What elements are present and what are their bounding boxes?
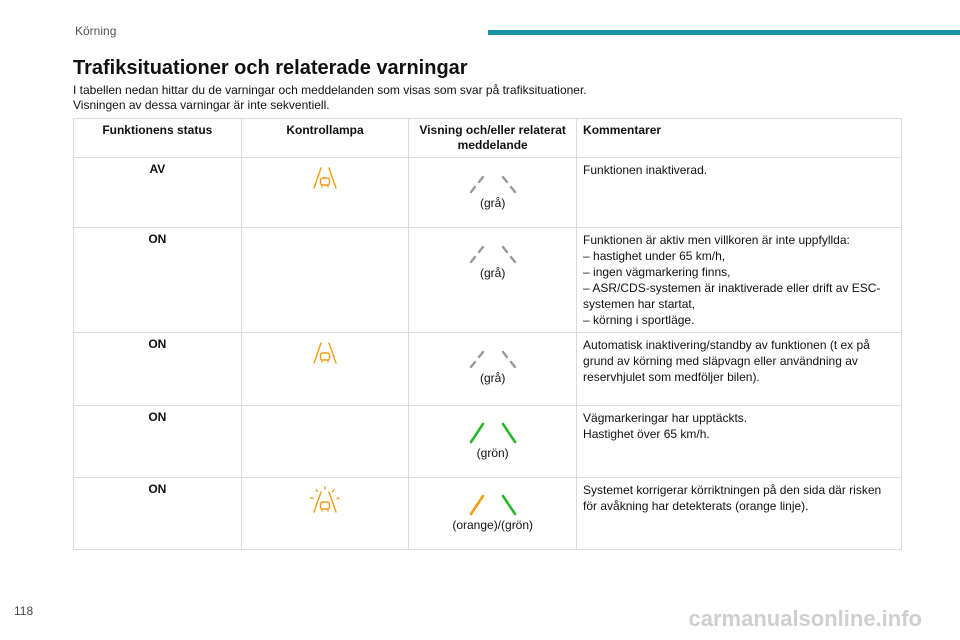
lane-lines-orange-green-icon [461,490,525,516]
display-caption: (grön) [476,446,509,460]
comment-line: reservhjulet som medföljer bilen). [583,370,760,384]
intro-line: Visningen av dessa varningar är inte sekventiell. [73,98,330,112]
status-cell: ON [74,333,242,406]
header-display: Visning och/eller relaterat meddelande [409,119,577,158]
header-comments: Kommentarer [577,119,902,158]
lamp-cell [241,478,409,550]
comment-line: – ingen vägmarkering finns, [583,265,731,279]
display-caption: (grå) [480,266,506,280]
comment-line: – körning i sportläge. [583,313,695,327]
comment-line: grund av körning med släpvagn eller användning av [583,354,858,368]
lamp-cell [241,158,409,228]
warnings-table [73,118,902,550]
status-cell: AV [74,158,242,228]
page-title: Trafiksituationer och relaterade varningar [73,57,468,79]
comment-line: Systemet korrigerar körriktningen på den sida där risken [583,483,882,497]
comment-cell [577,333,902,406]
lane-warning-icon [312,341,338,365]
lane-warning-icon [312,166,338,190]
display-cell [409,158,577,228]
section-accent-bar [488,30,960,35]
comment-line: systemen har startat, [583,297,696,311]
lane-lines-grey-icon [461,170,525,194]
display-caption: (orange)/(grön) [452,518,534,532]
table-row [74,158,902,228]
comment-line: för avåkning har detekterats (orange linje). [583,499,809,513]
display-cell [409,333,577,406]
comment-line: Hastighet över 65 km/h. [583,427,710,441]
section-label: Körning [75,24,117,38]
page-number: 118 [14,604,34,618]
comment-line: Automatisk inaktivering/standby av funktionen (t ex på [583,338,870,352]
status-cell: ON [74,228,242,333]
comment-line: Funktionen är aktiv men villkoren är inte uppfyllda: [583,233,850,247]
status-cell: ON [74,406,242,478]
table-row [74,228,902,333]
header-lamp: Kontrollampa [241,119,409,158]
comment-line: – ASR/CDS-systemen är inaktiverade eller drift av ESC- [583,281,881,295]
table-row [74,478,902,550]
comment-line: – hastighet under 65 km/h, [583,249,726,263]
intro-text [73,83,587,113]
display-caption: (grå) [480,371,506,385]
lane-warning-flashing-icon [309,486,341,516]
lamp-cell [241,228,409,333]
display-cell [409,478,577,550]
display-cell [409,406,577,478]
lane-lines-grey-icon [461,345,525,369]
comment-line: Funktionen inaktiverad. [583,163,708,177]
lane-lines-green-icon [461,418,525,444]
comment-line: Vägmarkeringar har upptäckts. [583,411,748,425]
display-caption: (grå) [480,196,506,210]
table-row [74,406,902,478]
header-status: Funktionens status [74,119,242,158]
comment-cell [577,478,902,550]
comment-cell [577,228,902,333]
lane-lines-grey-icon [461,240,525,264]
table-row [74,333,902,406]
comment-cell [577,158,902,228]
comment-cell [577,406,902,478]
status-cell: ON [74,478,242,550]
lamp-cell [241,333,409,406]
display-cell [409,228,577,333]
lamp-cell [241,406,409,478]
intro-line: I tabellen nedan hittar du de varningar och meddelanden som visas som svar på trafiksituationer. [73,83,587,97]
watermark-text: carmanualsonline.info [688,606,922,631]
table-header-row [74,119,902,158]
